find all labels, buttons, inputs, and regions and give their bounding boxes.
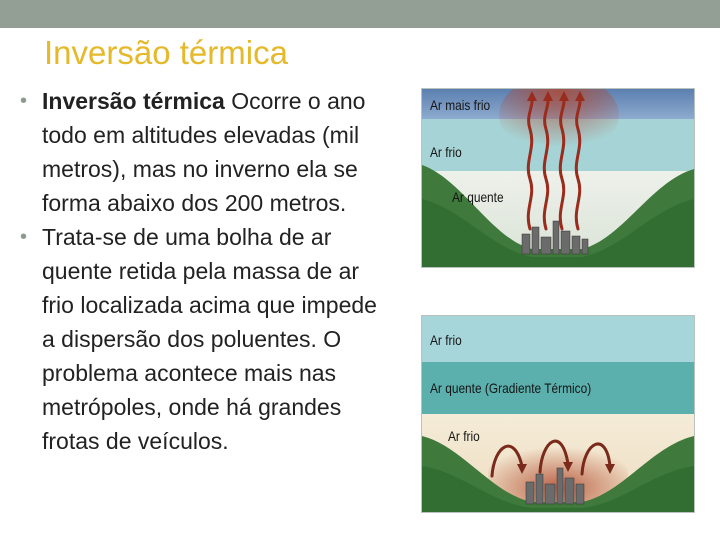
title-band bbox=[0, 0, 720, 28]
bullet-item-1 bbox=[20, 84, 392, 220]
diagram-normal-illustration bbox=[422, 89, 694, 267]
label-cold-air-lower: Ar frio bbox=[448, 428, 480, 444]
label-cold-air-upper: Ar frio bbox=[430, 332, 462, 348]
label-colder-air: Ar mais frio bbox=[430, 97, 491, 113]
bullet-list bbox=[20, 84, 392, 458]
diagram-inversion-illustration bbox=[422, 316, 694, 512]
label-warm-air: Ar quente bbox=[452, 189, 504, 205]
bullet-text: Ocorre o ano todo em altitudes elevadas (mil metros), mas no inverno ela se forma abaixo dos 200 metros. bbox=[42, 88, 366, 216]
diagram-normal-dispersion bbox=[421, 88, 695, 268]
diagram-thermal-inversion bbox=[421, 315, 695, 513]
label-warm-air-gradient: Ar quente (Gradiente Térmico) bbox=[430, 380, 592, 396]
slide-title: Inversão térmica bbox=[44, 34, 288, 71]
bullet-dot-icon: • bbox=[20, 90, 28, 112]
bullet-lead: Inversão térmica bbox=[42, 88, 225, 114]
bullet-dot-icon: • bbox=[20, 226, 28, 248]
label-cold-air: Ar frio bbox=[430, 144, 462, 160]
bullet-text: Trata-se de uma bolha de ar quente retida pela massa de ar frio localizada acima que impede a dispersão dos poluentes. O problema acontece mais nas metrópoles, onde há grandes frotas de veículos. bbox=[42, 224, 377, 454]
bullet-item-2 bbox=[20, 220, 392, 458]
